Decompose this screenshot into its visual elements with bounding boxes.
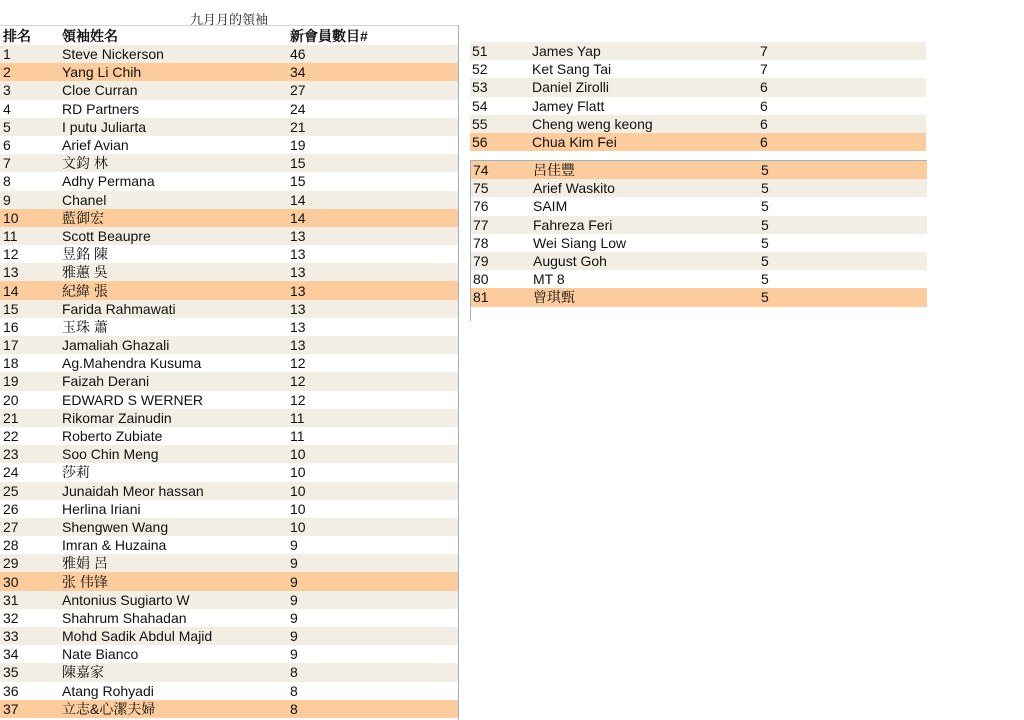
row-name: Yang Li Chih — [62, 64, 142, 81]
row-count: 27 — [290, 82, 306, 99]
row-rank: 81 — [473, 289, 489, 306]
row-rank: 79 — [473, 253, 489, 270]
row-rank: 32 — [3, 609, 19, 626]
row-name: 立志&心潔夫婦 — [62, 700, 156, 717]
row-rank: 35 — [3, 664, 19, 681]
row-name: Mohd Sadik Abdul Majid — [62, 628, 213, 645]
table-row — [0, 263, 458, 281]
row-count: 11 — [290, 409, 305, 426]
row-name: I putu Juliarta — [62, 118, 147, 135]
row-count: 5 — [761, 234, 769, 251]
row-rank: 1 — [3, 46, 11, 63]
leaders-table-left — [0, 25, 459, 720]
row-rank: 30 — [3, 573, 19, 590]
row-count: 10 — [290, 518, 306, 535]
row-rank: 33 — [3, 628, 19, 645]
row-count: 13 — [290, 337, 306, 354]
row-count: 7 — [760, 43, 768, 60]
row-count: 12 — [290, 355, 306, 372]
row-rank: 12 — [3, 246, 19, 263]
row-name: Ket Sang Tai — [532, 61, 612, 78]
table-row — [0, 63, 458, 81]
row-rank: 4 — [3, 100, 11, 117]
row-count: 9 — [290, 646, 298, 663]
header-name: 領袖姓名 — [62, 27, 118, 44]
table-body-right-top — [470, 42, 926, 151]
row-count: 9 — [290, 609, 298, 626]
table-row — [0, 627, 458, 645]
row-name: Jamey Flatt — [532, 97, 605, 114]
row-count: 12 — [290, 391, 306, 408]
row-name: MT 8 — [533, 271, 565, 288]
row-rank: 6 — [3, 137, 11, 154]
row-name: Nate Bianco — [62, 646, 139, 663]
row-name: James Yap — [532, 43, 601, 60]
table-header — [0, 26, 458, 45]
row-name: 文鈞 林 — [62, 155, 108, 172]
header-rank: 排名 — [3, 27, 31, 44]
table-row — [471, 234, 927, 252]
row-count: 13 — [290, 246, 306, 263]
table-row — [0, 445, 458, 463]
table-row — [470, 115, 926, 133]
row-name: Arief Waskito — [533, 180, 615, 197]
row-count: 9 — [290, 591, 298, 608]
table-row — [470, 97, 926, 115]
row-name: Chanel — [62, 191, 107, 208]
row-rank: 17 — [3, 337, 19, 354]
row-rank: 55 — [472, 115, 488, 132]
row-name: 藍御宏 — [62, 209, 104, 226]
header-count: 新會員數目# — [290, 27, 368, 44]
row-rank: 76 — [473, 198, 489, 215]
table-row — [0, 700, 458, 718]
row-name: Arief Avian — [62, 137, 129, 154]
row-name: Chua Kim Fei — [532, 134, 617, 151]
row-count: 5 — [761, 271, 769, 288]
row-name: Wei Siang Low — [533, 234, 627, 251]
row-count: 9 — [290, 537, 298, 554]
row-count: 11 — [290, 428, 305, 445]
row-count: 6 — [760, 115, 768, 132]
row-count: 8 — [290, 664, 298, 681]
row-name: Jamaliah Ghazali — [62, 337, 170, 354]
row-count: 5 — [761, 289, 769, 306]
row-count: 6 — [760, 79, 768, 96]
row-count: 10 — [290, 446, 306, 463]
table-row — [0, 482, 458, 500]
row-count: 6 — [760, 134, 768, 151]
row-name: Ag.Mahendra Kusuma — [62, 355, 202, 372]
row-name: 张 伟锋 — [62, 573, 108, 590]
row-count: 5 — [761, 216, 769, 233]
table-row — [0, 372, 458, 390]
table-row — [470, 78, 926, 96]
row-count: 14 — [290, 191, 306, 208]
row-count: 13 — [290, 264, 306, 281]
table-row — [0, 336, 458, 354]
table-row — [0, 227, 458, 245]
row-rank: 20 — [3, 391, 19, 408]
row-name: Antonius Sugiarto W — [62, 591, 190, 608]
row-name: Herlina Iriani — [62, 500, 141, 517]
row-rank: 74 — [473, 162, 489, 179]
row-count: 10 — [290, 464, 306, 481]
table-row — [471, 216, 927, 234]
table-row — [0, 354, 458, 372]
table-row — [0, 136, 458, 154]
table-row — [0, 81, 458, 99]
row-count: 13 — [290, 227, 306, 244]
table-row — [0, 318, 458, 336]
row-rank: 28 — [3, 537, 19, 554]
row-rank: 36 — [3, 682, 19, 699]
row-name: August Goh — [533, 253, 607, 270]
table-row — [0, 245, 458, 263]
table-row — [471, 161, 927, 179]
table-body-left — [0, 45, 458, 718]
row-count: 13 — [290, 300, 306, 317]
table-row — [0, 554, 458, 572]
row-rank: 31 — [3, 591, 19, 608]
row-name: 呂佳豐 — [533, 162, 575, 179]
row-name: SAIM — [533, 198, 568, 215]
row-rank: 16 — [3, 318, 19, 335]
row-name: Cloe Curran — [62, 82, 138, 99]
row-rank: 29 — [3, 555, 19, 572]
page-title: 九月月的領袖 — [190, 12, 269, 27]
table-row — [0, 100, 458, 118]
row-name: Shahrum Shahadan — [62, 609, 187, 626]
row-rank: 2 — [3, 64, 11, 81]
row-rank: 9 — [3, 191, 11, 208]
row-name: Fahreza Feri — [533, 216, 613, 233]
row-count: 24 — [290, 100, 306, 117]
row-rank: 52 — [472, 61, 488, 78]
row-name: 雅蕙 吳 — [62, 264, 108, 281]
row-name: 雅娟 呂 — [62, 555, 108, 572]
row-rank: 56 — [472, 134, 488, 151]
row-count: 12 — [290, 373, 306, 390]
row-name: 曾琪甄 — [533, 289, 575, 306]
row-name: Roberto Zubiate — [62, 428, 163, 445]
table-row — [0, 536, 458, 554]
table-row — [0, 682, 458, 700]
row-rank: 18 — [3, 355, 19, 372]
row-count: 9 — [290, 555, 298, 572]
row-name: Adhy Permana — [62, 173, 155, 190]
table-row — [0, 463, 458, 481]
row-rank: 10 — [3, 209, 19, 226]
row-count: 5 — [761, 253, 769, 270]
table-row — [0, 572, 458, 590]
row-count: 5 — [761, 180, 769, 197]
row-count: 21 — [290, 118, 306, 135]
row-count: 13 — [290, 282, 306, 299]
table-row — [0, 427, 458, 445]
table-row — [0, 172, 458, 190]
table-row — [0, 409, 458, 427]
row-name: 陳嘉家 — [62, 664, 104, 681]
table-row — [0, 209, 458, 227]
row-rank: 7 — [3, 155, 11, 172]
row-count: 34 — [290, 64, 306, 81]
row-name: Cheng weng keong — [532, 115, 653, 132]
row-rank: 23 — [3, 446, 19, 463]
row-rank: 51 — [472, 43, 488, 60]
row-count: 10 — [290, 500, 306, 517]
row-count: 7 — [760, 61, 768, 78]
row-rank: 22 — [3, 428, 19, 445]
row-name: EDWARD S WERNER — [62, 391, 204, 408]
row-count: 6 — [760, 97, 768, 114]
row-name: 玉珠 蕭 — [62, 318, 108, 335]
row-rank: 3 — [3, 82, 11, 99]
table-row — [471, 197, 927, 215]
row-count: 5 — [761, 162, 769, 179]
row-name: Rikomar Zainudin — [62, 409, 172, 426]
row-count: 9 — [290, 573, 298, 590]
table-row — [0, 663, 458, 681]
row-rank: 5 — [3, 118, 11, 135]
row-name: 昱銘 陳 — [62, 246, 108, 263]
row-count: 46 — [290, 46, 306, 63]
table-row — [0, 300, 458, 318]
leaders-table-right-bottom — [470, 160, 927, 321]
row-name: Scott Beaupre — [62, 227, 151, 244]
table-row — [0, 609, 458, 627]
row-count: 8 — [290, 682, 298, 699]
table-row — [471, 179, 927, 197]
row-name: Junaidah Meor hassan — [62, 482, 204, 499]
table-row — [0, 154, 458, 172]
row-count: 19 — [290, 137, 306, 154]
row-name: Faizah Derani — [62, 373, 150, 390]
table-row — [470, 42, 926, 60]
row-rank: 75 — [473, 180, 489, 197]
row-rank: 54 — [472, 97, 488, 114]
row-count: 13 — [290, 318, 306, 335]
table-row — [470, 60, 926, 78]
table-row — [471, 252, 927, 270]
row-name: Farida Rahmawati — [62, 300, 176, 317]
row-name: Daniel Zirolli — [532, 79, 610, 96]
row-rank: 77 — [473, 216, 489, 233]
row-name: Imran & Huzaina — [62, 537, 167, 554]
table-body-right-bottom — [471, 161, 927, 307]
row-count: 15 — [290, 173, 306, 190]
table-row — [470, 133, 926, 151]
row-rank: 80 — [473, 271, 489, 288]
row-rank: 53 — [472, 79, 488, 96]
row-name: 莎莉 — [62, 464, 90, 481]
row-count: 5 — [761, 198, 769, 215]
table-row — [0, 645, 458, 663]
row-rank: 21 — [3, 409, 19, 426]
row-rank: 24 — [3, 464, 19, 481]
row-count: 15 — [290, 155, 306, 172]
row-rank: 37 — [3, 700, 19, 717]
table-row — [0, 191, 458, 209]
row-name: 紀緯 張 — [62, 282, 108, 299]
row-count: 9 — [290, 628, 298, 645]
row-rank: 26 — [3, 500, 19, 517]
row-rank: 34 — [3, 646, 19, 663]
row-name: Shengwen Wang — [62, 518, 169, 535]
row-count: 14 — [290, 209, 306, 226]
row-rank: 11 — [3, 227, 18, 244]
row-count: 8 — [290, 700, 298, 717]
row-count: 10 — [290, 482, 306, 499]
table-row — [0, 518, 458, 536]
table-row — [0, 45, 458, 63]
table-row — [471, 270, 927, 288]
row-name: RD Partners — [62, 100, 140, 117]
row-rank: 19 — [3, 373, 19, 390]
table-row — [471, 288, 927, 306]
table-row — [0, 281, 458, 299]
row-rank: 8 — [3, 173, 11, 190]
leaders-table-right-top — [470, 42, 926, 152]
row-name: Atang Rohyadi — [62, 682, 154, 699]
table-row — [0, 500, 458, 518]
row-rank: 25 — [3, 482, 19, 499]
row-rank: 13 — [3, 264, 19, 281]
row-rank: 27 — [3, 518, 19, 535]
row-rank: 15 — [3, 300, 19, 317]
row-rank: 78 — [473, 234, 489, 251]
table-row — [0, 118, 458, 136]
row-rank: 14 — [3, 282, 19, 299]
row-name: Steve Nickerson — [62, 46, 164, 63]
row-name: Soo Chin Meng — [62, 446, 159, 463]
table-row — [0, 591, 458, 609]
table-row — [0, 391, 458, 409]
